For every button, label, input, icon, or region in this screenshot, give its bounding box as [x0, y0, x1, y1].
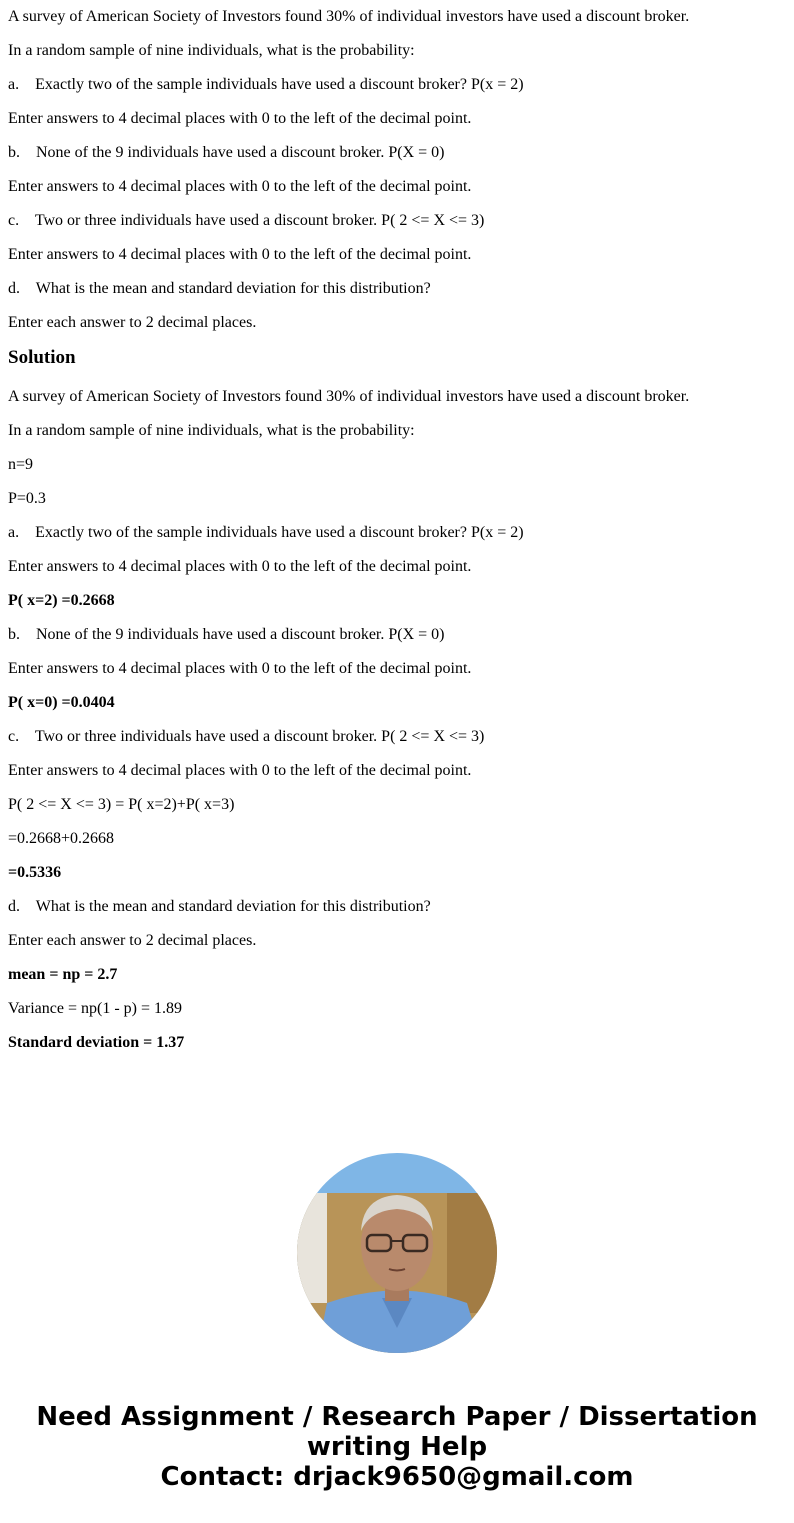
footer-line-2: writing Help: [306, 1432, 488, 1462]
solution-intro: A survey of American Society of Investors found 30% of individual investors have used a discount broker.: [8, 388, 690, 405]
footer-line-1: Need Assignment / Research Paper / Dissertation: [36, 1402, 758, 1432]
solution-a-note: Enter answers to 4 decimal places with 0 to the left of the decimal point.: [8, 558, 472, 575]
question-c-note: Enter answers to 4 decimal places with 0 to the left of the decimal point.: [8, 246, 472, 263]
solution-d-note: Enter each answer to 2 decimal places.: [8, 932, 257, 949]
document-body: [8, 0, 788, 1060]
question-b: b. None of the 9 individuals have used a discount broker. P(X = 0): [8, 144, 445, 161]
solution-p: P=0.3: [8, 490, 46, 507]
footer-contact: Contact: drjack9650@gmail.com: [160, 1462, 634, 1492]
solution-c-step1: P( 2 <= X <= 3) = P( x=2)+P( x=3): [8, 796, 235, 813]
author-avatar: [297, 1153, 497, 1353]
footer-banner: [0, 1402, 794, 1492]
solution-d: d. What is the mean and standard deviation for this distribution?: [8, 898, 431, 915]
solution-n: n=9: [8, 456, 34, 473]
solution-c-note: Enter answers to 4 decimal places with 0 to the left of the decimal point.: [8, 762, 472, 779]
solution-a-answer: P( x=2) =0.2668: [8, 592, 115, 609]
question-d-note: Enter each answer to 2 decimal places.: [8, 314, 257, 331]
solution-b-note: Enter answers to 4 decimal places with 0 to the left of the decimal point.: [8, 660, 472, 677]
solution-c-answer: =0.5336: [8, 864, 62, 881]
question-c: c. Two or three individuals have used a discount broker. P( 2 <= X <= 3): [8, 212, 485, 229]
question-intro: A survey of American Society of Investors found 30% of individual investors have used a discount broker.: [8, 8, 690, 25]
avatar-door: [297, 1193, 327, 1303]
solution-c-step2: =0.2668+0.2668: [8, 830, 115, 847]
avatar-panel: [447, 1193, 497, 1313]
solution-b: b. None of the 9 individuals have used a discount broker. P(X = 0): [8, 626, 445, 643]
solution-mean: mean = np = 2.7: [8, 966, 118, 983]
solution-std: Standard deviation = 1.37: [8, 1034, 185, 1051]
question-a-note: Enter answers to 4 decimal places with 0 to the left of the decimal point.: [8, 110, 472, 127]
solution-prompt: In a random sample of nine individuals, what is the probability:: [8, 422, 415, 439]
solution-variance: Variance = np(1 - p) = 1.89: [8, 1000, 182, 1017]
question-b-note: Enter answers to 4 decimal places with 0 to the left of the decimal point.: [8, 178, 472, 195]
question-prompt: In a random sample of nine individuals, what is the probability:: [8, 42, 415, 59]
solution-b-answer: P( x=0) =0.0404: [8, 694, 115, 711]
question-d: d. What is the mean and standard deviation for this distribution?: [8, 280, 431, 297]
solution-heading: Solution: [8, 347, 76, 368]
author-portrait-icon: [297, 1153, 497, 1353]
solution-a: a. Exactly two of the sample individuals have used a discount broker? P(x = 2): [8, 524, 524, 541]
question-a: a. Exactly two of the sample individuals have used a discount broker? P(x = 2): [8, 76, 524, 93]
solution-c: c. Two or three individuals have used a discount broker. P( 2 <= X <= 3): [8, 728, 485, 745]
